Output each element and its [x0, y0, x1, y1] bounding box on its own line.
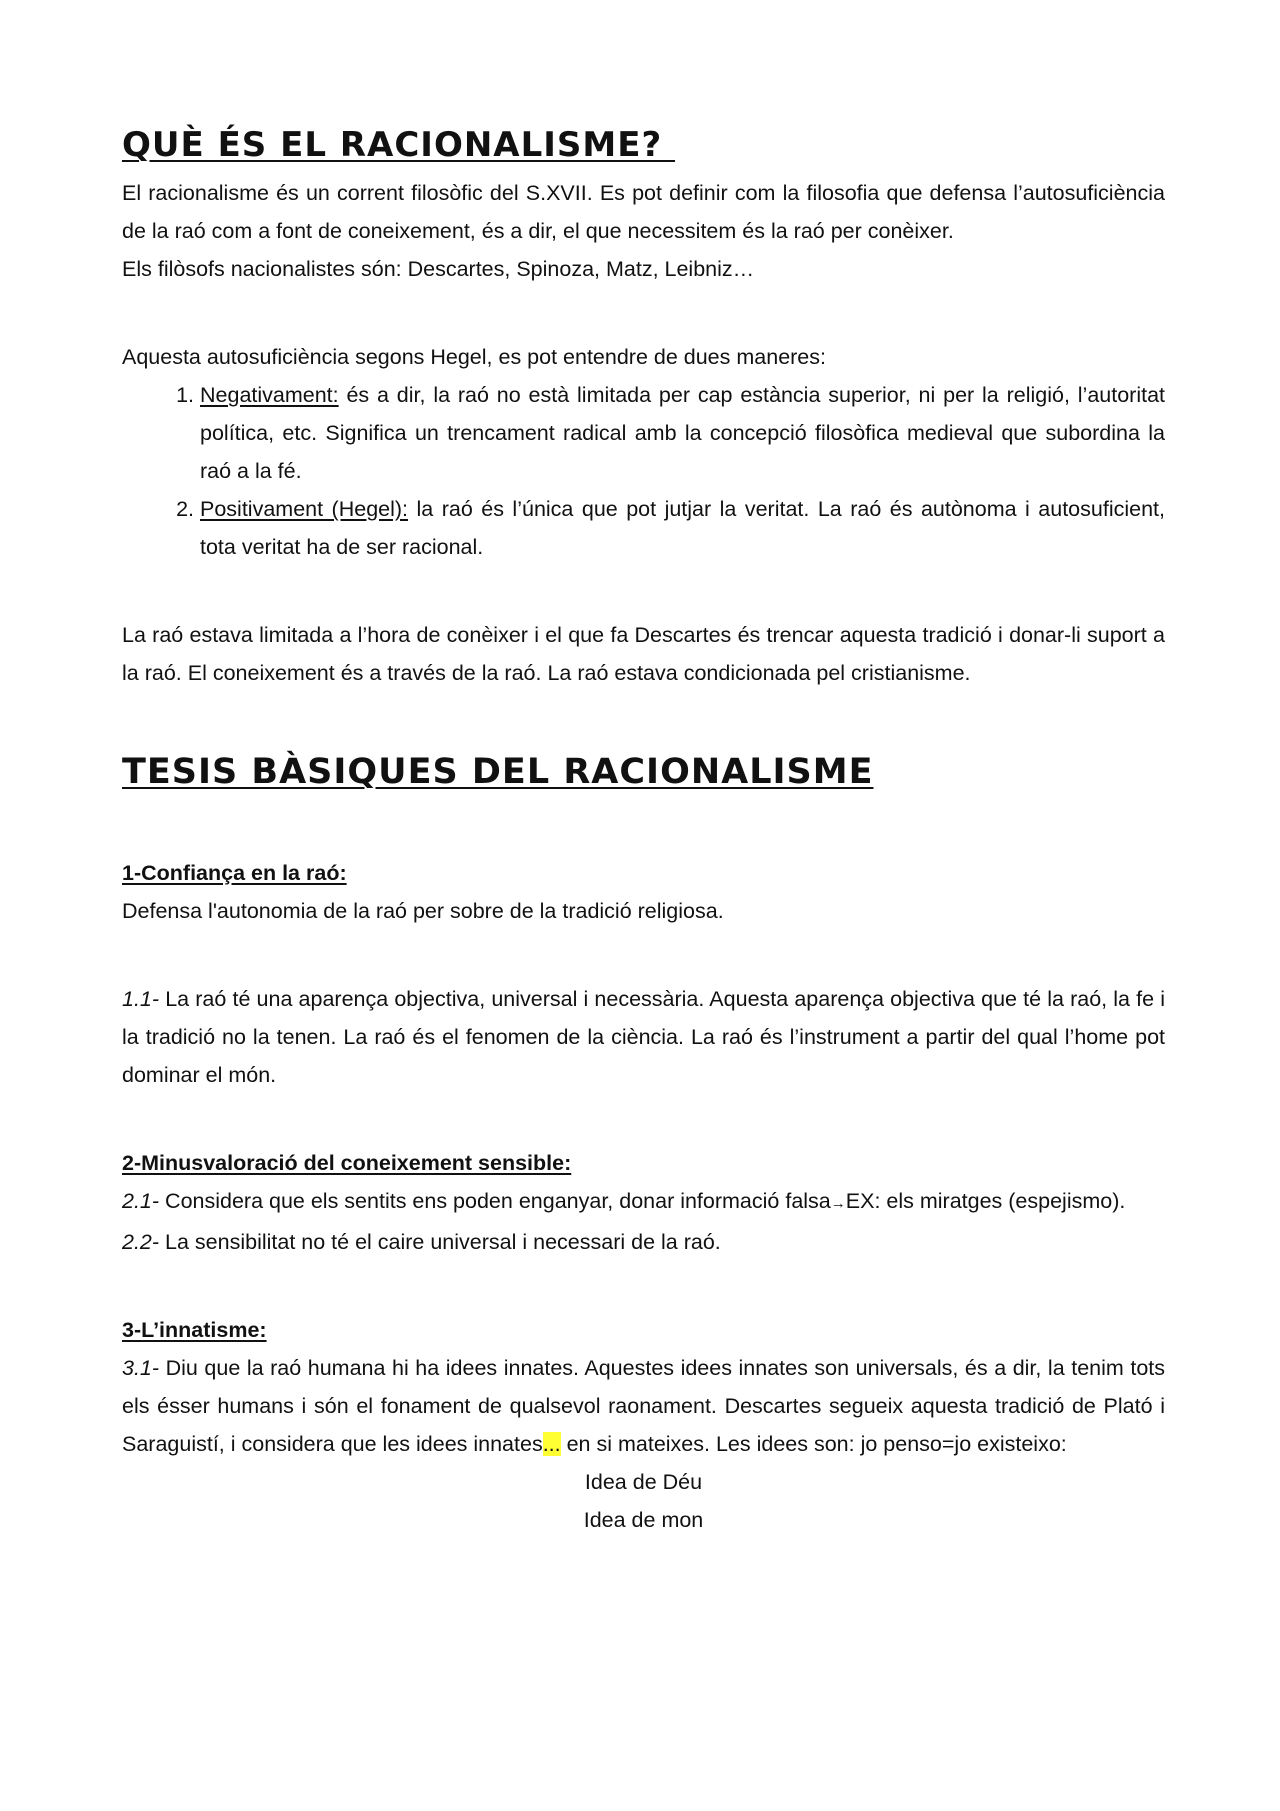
- philosophers-paragraph: Els filòsofs nacionalistes són: Descartes, Spinoza, Matz, Leibniz…: [122, 257, 755, 281]
- document-body: [122, 0, 1165, 1539]
- thesis2-sub2: [122, 1223, 1165, 1261]
- thesis3-sub1: [122, 1349, 1165, 1463]
- list-item-label: Negativament:: [200, 383, 339, 407]
- thesis2-sub1-text: Considera que els sentits ens poden enganyar, donar informació falsa: [159, 1189, 831, 1213]
- thesis2-sub1-text-after: EX: els miratges (espejismo).: [845, 1189, 1126, 1213]
- list-item-text: és a dir, la raó no està limitada per cap estància superior, ni per la religió, l’autoritat política, etc. Significa un trencament radical amb la concepció filosòfica medieval que subordina la raó a la fé.: [200, 383, 1165, 483]
- thesis1-heading-text: 1-Confiança en la raó:: [122, 861, 347, 885]
- thesis1-sub1-text: La raó té una aparença objectiva, universal i necessària. Aquesta aparença objectiva que té la raó, la fe i la tradició no la tenen. La raó és el fenomen de la ciència. La raó és l’instrument a partir del qual l’home pot dominar el món.: [122, 987, 1165, 1087]
- hegel-intro-paragraph: Aquesta autosuficiència segons Hegel, es pot entendre de dues maneres:: [122, 345, 826, 369]
- closing-paragraph: La raó estava limitada a l’hora de conèixer i el que fa Descartes és trencar aquesta tradició i donar-li suport a la raó. El coneixement és a través de la raó. La raó estava condicionada pel cristianisme.: [122, 623, 1165, 685]
- idea-item: Idea de Déu: [584, 1470, 703, 1494]
- thesis2-sub2-text: La sensibilitat no té el caire universal i necessari de la raó.: [159, 1230, 721, 1254]
- arrow-icon: →: [830, 1195, 846, 1212]
- list-item-text: la raó és l’única que pot jutjar la veritat. La raó és autònoma i autosuficient, tota veritat ha de ser racional.: [200, 497, 1165, 559]
- hegel-list: [122, 376, 1165, 566]
- idea-item: Idea de mon: [583, 1508, 704, 1532]
- section-title-tesis: TESIS BÀSIQUES DEL RACIONALISME: [122, 752, 874, 792]
- thesis1-sub1-number: 1.1-: [122, 987, 160, 1011]
- thesis2-heading-text: 2-Minusvaloració del coneixement sensible:: [122, 1151, 572, 1175]
- thesis2-sub1-number: 2.1-: [122, 1189, 160, 1213]
- section-title-racionalisme: QUÈ ÉS EL RACIONALISME?: [122, 125, 676, 165]
- thesis3-sub1-text-before: Diu que la raó humana hi ha idees innates. Aquestes idees innates son universals, és a dir, la tenim tots els ésser humans i són el fonament de qualsevol raonament. Descartes segueix aquesta tradició de Plató i Saraguistí, i considera que les idees innates: [122, 1356, 1165, 1456]
- intro-paragraph: El racionalisme és un corrent filosòfic del S.XVII. Es pot definir com la filosofia que defensa l’autosuficiència de la raó com a font de coneixement, és a dir, el que necessitem és la raó per conèixer.: [122, 181, 1165, 243]
- thesis3-sub1-text-after: en si mateixes. Les idees son: jo penso=jo existeixo:: [560, 1432, 1067, 1456]
- thesis1-sub1: [122, 980, 1165, 1094]
- list-item-label: Positivament (Hegel):: [200, 497, 409, 521]
- highlighted-ellipsis: ...: [542, 1432, 561, 1456]
- thesis3-sub1-number: 3.1-: [122, 1356, 160, 1380]
- thesis3-heading-text: 3-L’innatisme:: [122, 1318, 267, 1342]
- thesis2-sub2-number: 2.2-: [122, 1230, 160, 1254]
- thesis2-sub1: [122, 1182, 1165, 1223]
- thesis3-heading: [122, 1311, 1165, 1349]
- thesis2-heading: [122, 1144, 1165, 1182]
- thesis1-text: Defensa l'autonomia de la raó per sobre de la tradició religiosa.: [122, 899, 724, 923]
- thesis1-heading: [122, 854, 1165, 892]
- list-item: [200, 376, 1165, 490]
- list-item: [200, 490, 1165, 566]
